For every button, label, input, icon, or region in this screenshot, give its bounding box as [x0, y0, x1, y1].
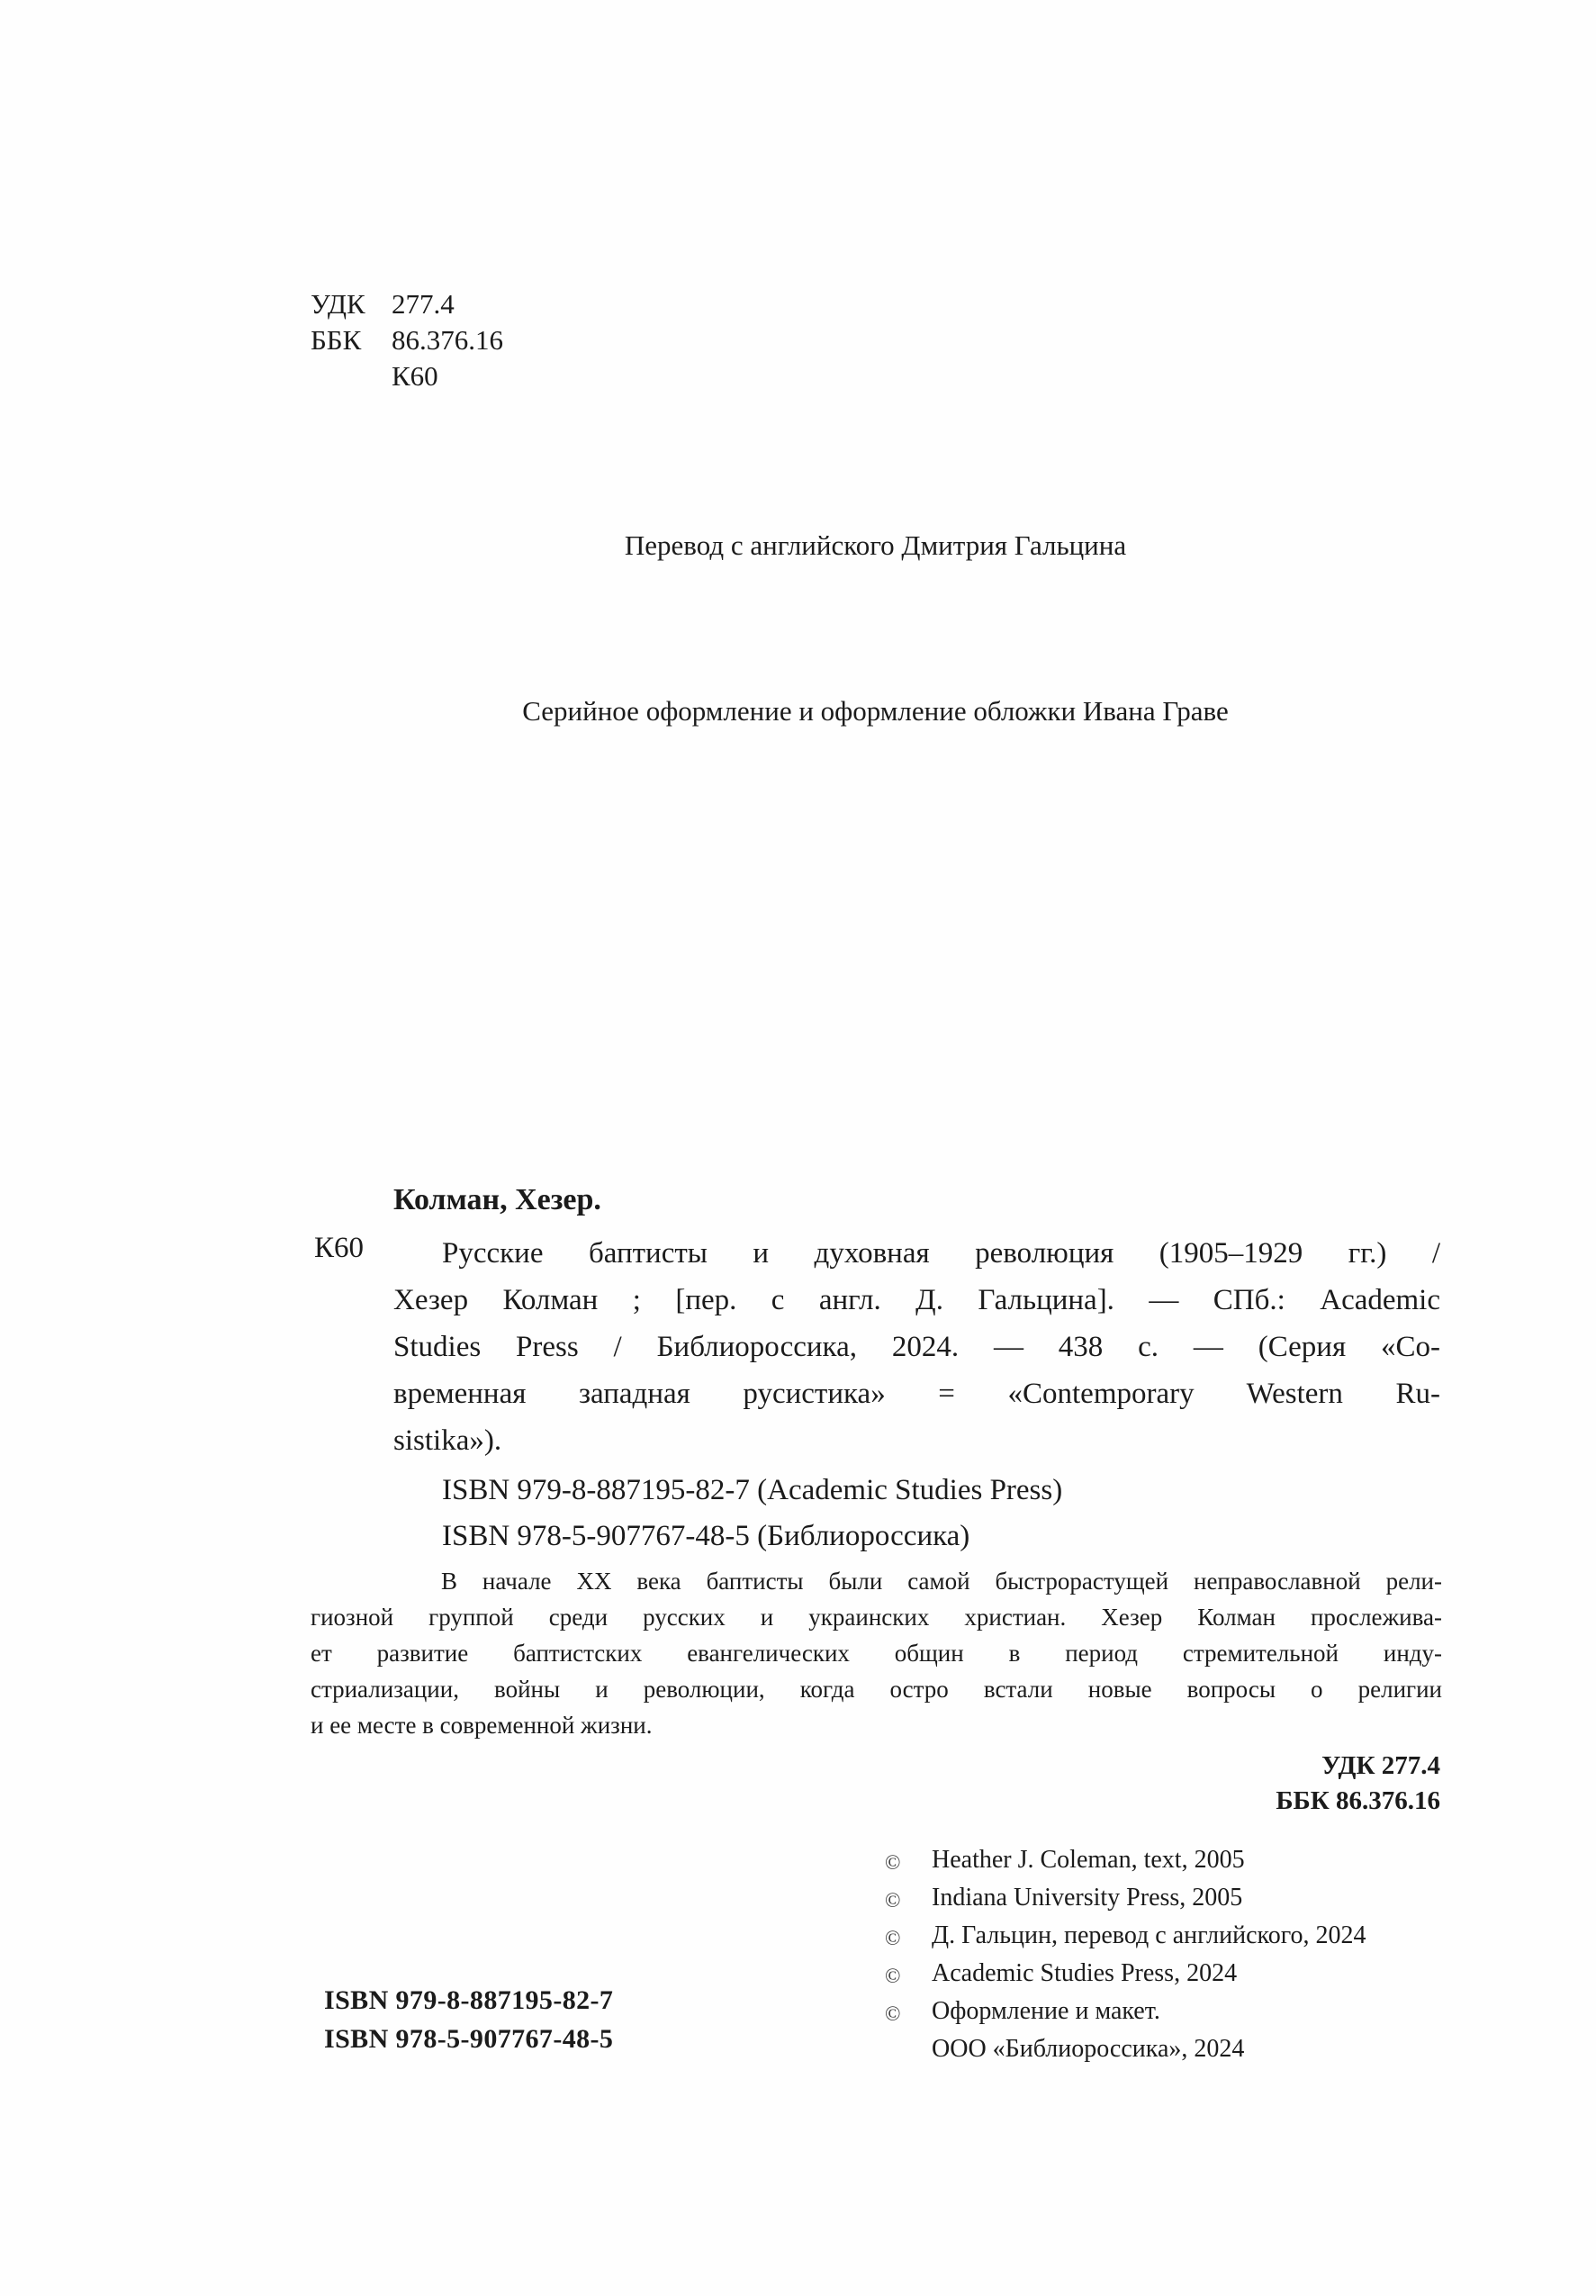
bbk-row: [311, 322, 503, 358]
copyright-row: [885, 1993, 1366, 2031]
author-sign-catalog: К60: [314, 1232, 365, 1264]
catalog-line: Studies Press / Библиороссика, 2024. — 438 с. — (Серия «Со-: [393, 1331, 1440, 1363]
author-sign-row: [311, 358, 503, 394]
catalog-line: Хезер Колман ; [пер. с англ. Д. Гальцина]. — СПб.: Academic: [393, 1284, 1440, 1316]
translator-credit: Перевод с английского Дмитрия Гальцина: [624, 529, 1127, 561]
classification-bottom: [990, 1749, 1440, 1819]
catalog-line: Русские баптисты и духовная революция (1905–1929 гг.) /: [442, 1237, 1440, 1270]
copyright-spacer: [885, 2031, 932, 2066]
udk-row: [311, 286, 503, 322]
isbn-line: ISBN 979-8-887195-82-7: [324, 1985, 614, 2015]
copyright-icon: ©: [885, 1851, 901, 1874]
isbn-line: ISBN 978-5-907767-48-5 (Библиороссика): [442, 1520, 970, 1552]
author-sign-spacer: [311, 358, 392, 394]
catalog-line: временная западная русистика» = «Contemporary Western Ru-: [393, 1378, 1440, 1410]
annotation-line: ет развитие баптистских евангелических общин в период стремительной инду-: [311, 1640, 1442, 1667]
catalog-line: sistika»).: [393, 1424, 502, 1457]
author-heading: Колман, Хезер.: [393, 1183, 601, 1216]
isbn-line: ISBN 978-5-907767-48-5: [324, 2024, 614, 2054]
annotation-line: и ее месте в современной жизни.: [311, 1712, 653, 1739]
copyright-icon: ©: [885, 1889, 901, 1912]
copyright-row: [885, 1880, 1366, 1918]
copyright-text: Д. Гальцин, перевод с английского, 2024: [932, 1921, 1366, 1949]
bbk-value: 86.376.16: [392, 324, 503, 356]
copyright-text: Academic Studies Press, 2024: [932, 1959, 1238, 1987]
copyright-text: Indiana University Press, 2005: [932, 1884, 1243, 1912]
copyright-list: [885, 1842, 1366, 2066]
copyright-icon: ©: [885, 1965, 901, 1987]
annotation-line: гиозной группой среди русских и украинских христиан. Хезер Колман прослежива-: [311, 1604, 1442, 1631]
copyright-row: [885, 2031, 1366, 2066]
udk-value: 277.4: [392, 288, 455, 320]
copyright-icon: ©: [885, 1927, 901, 1949]
copyright-icon: ©: [885, 2002, 901, 2025]
design-credit: Серийное оформление и оформление обложки Ивана Граве: [522, 695, 1229, 727]
isbn-line: ISBN 979-8-887195-82-7 (Academic Studies Press): [442, 1474, 1063, 1506]
bbk-label: ББК: [311, 324, 362, 356]
isbn-block-catalog: [442, 1468, 1062, 1559]
annotation: [311, 1563, 1442, 1743]
udk-label: УДК: [311, 288, 365, 320]
catalog-card: [393, 1230, 1440, 1464]
copyright-text: Heather J. Coleman, text, 2005: [932, 1846, 1245, 1874]
annotation-line: стриализации, войны и революции, когда остро встали новые вопросы о религии: [311, 1676, 1442, 1703]
classification-top: [311, 286, 503, 394]
copyright-text: Оформление и макет.: [932, 1997, 1160, 2025]
annotation-line: В начале XX века баптисты были самой быстрорастущей неправославной рели-: [441, 1568, 1442, 1595]
copyright-row: [885, 1842, 1366, 1880]
copyright-row: [885, 1956, 1366, 1993]
copyright-row: [885, 1918, 1366, 1956]
author-sign-top: К60: [392, 360, 438, 392]
bbk-bottom: ББК 86.376.16: [1276, 1786, 1440, 1815]
isbn-block-bottom: [324, 1981, 613, 2058]
copyright-text: ООО «Библиороссика», 2024: [932, 2035, 1245, 2063]
udk-bottom: УДК 277.4: [1321, 1751, 1440, 1780]
